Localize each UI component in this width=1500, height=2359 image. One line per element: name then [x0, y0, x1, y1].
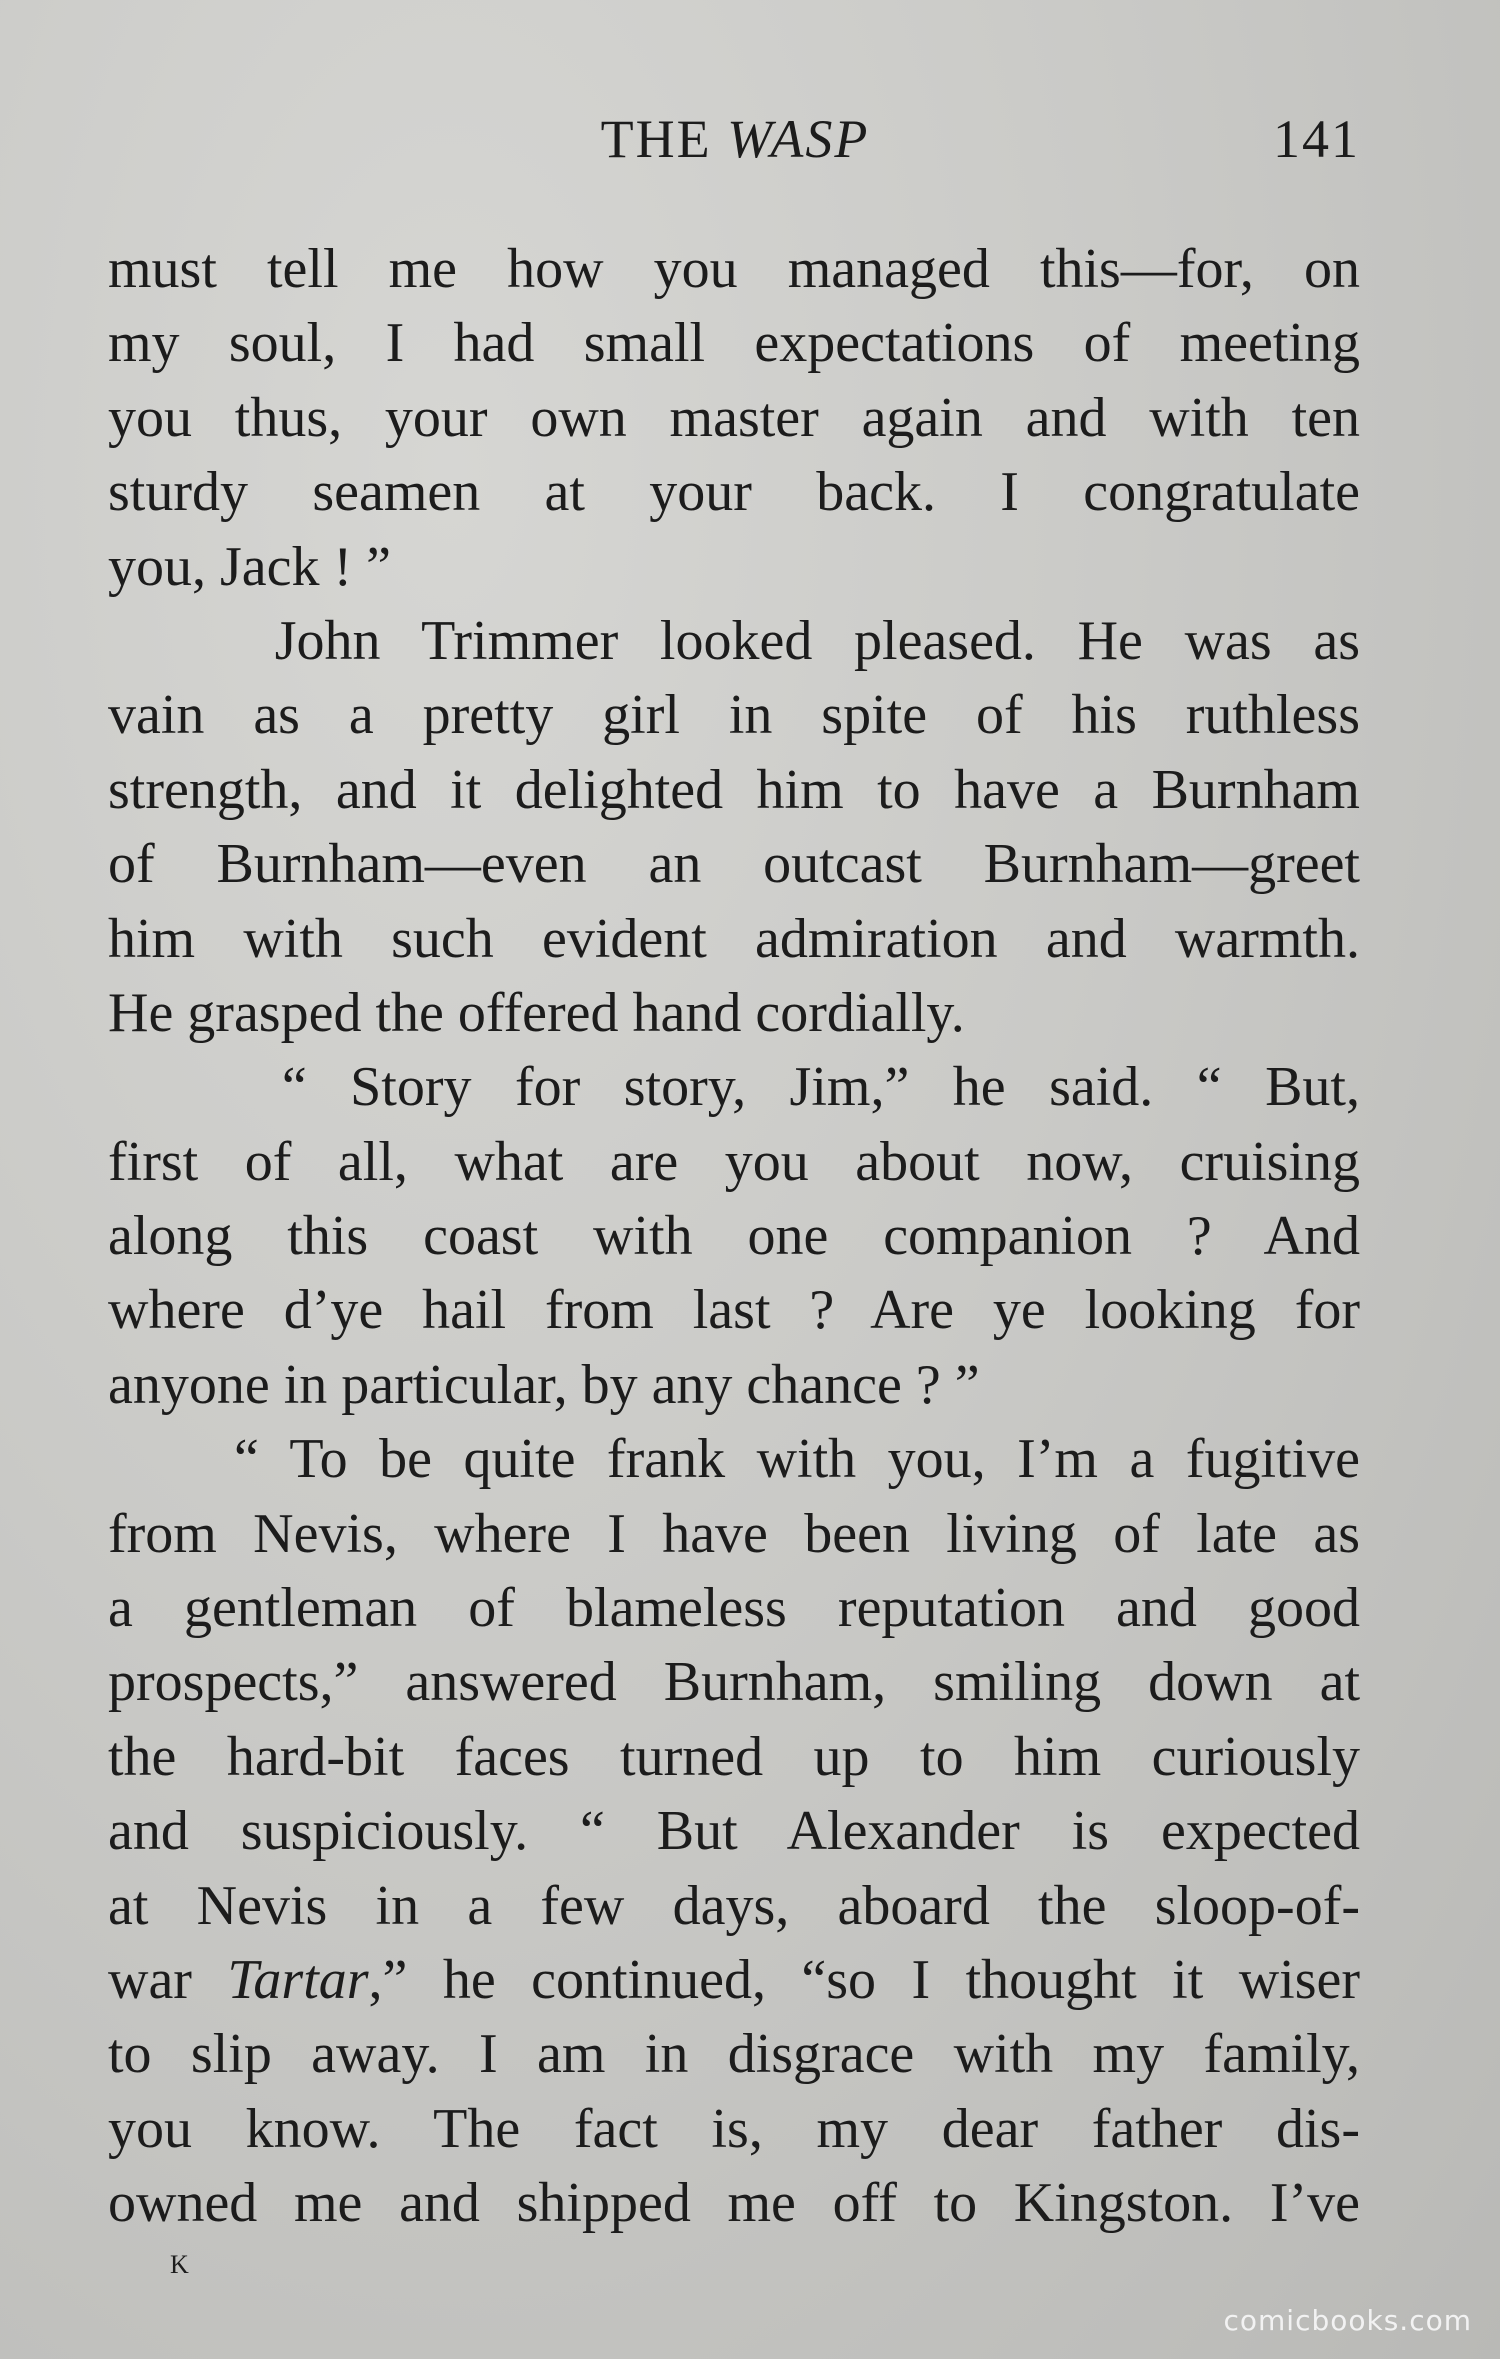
text-line: him with such evident admiration and warmth.: [108, 907, 1360, 970]
text-line: at Nevis in a few days, aboard the sloop-of-: [108, 1874, 1360, 1937]
body-text: [108, 232, 1360, 2241]
page-number: 141: [1273, 109, 1360, 169]
watermark: comicbooks.com: [1223, 2304, 1472, 2337]
text-line: from Nevis, where I have been living of late as: [108, 1502, 1360, 1565]
text-line: sturdy seamen at your back. I congratulate: [108, 461, 1360, 524]
text-line: anyone in particular, by any chance ? ”: [108, 1353, 980, 1416]
text-line: where d’ye hail from last ? Are ye looking for: [108, 1279, 1360, 1342]
running-head: [110, 108, 1360, 170]
text-line: must tell me how you managed this—for, on: [108, 238, 1360, 300]
running-head-italic: WASP: [727, 109, 870, 169]
text-line: to slip away. I am in disgrace with my family,: [108, 2023, 1360, 2086]
text-line: war Tartar,” he continued, “so I thought it wiser: [108, 1948, 1360, 2011]
text-line: strength, and it delighted him to have a Burnham: [108, 758, 1360, 821]
text-line: vain as a pretty girl in spite of his ruthless: [108, 684, 1360, 747]
text-line: and suspiciously. “ But Alexander is expected: [108, 1800, 1360, 1863]
text-line: He grasped the offered hand cordially.: [108, 981, 965, 1044]
text-line: of Burnham—even an outcast Burnham—greet: [108, 833, 1360, 896]
text-line: you know. The fact is, my dear father dis-: [108, 2097, 1360, 2160]
signature-mark: K: [170, 2250, 190, 2279]
text-line: first of all, what are you about now, cruising: [108, 1130, 1360, 1193]
running-head-prefix: THE: [600, 109, 712, 169]
text-line: you thus, your own master again and with ten: [108, 386, 1360, 449]
text-line: “ Story for story, Jim,” he said. “ But,: [108, 1056, 1360, 1119]
text-line: along this coast with one companion ? And: [108, 1205, 1360, 1268]
text-line: John Trimmer looked pleased. He was as: [108, 609, 1360, 672]
text-line: “ To be quite frank with you, I’m a fugitive: [108, 1428, 1360, 1491]
text-line: you, Jack ! ”: [108, 535, 392, 598]
text-line: my soul, I had small expectations of meeting: [108, 312, 1360, 375]
ship-name: Tartar: [227, 1948, 369, 2011]
text-line: owned me and shipped me off to Kingston. I’ve: [108, 2172, 1360, 2235]
text-line: a gentleman of blameless reputation and good: [108, 1577, 1360, 1640]
text-line: prospects,” answered Burnham, smiling down at: [108, 1651, 1360, 1714]
text-line: the hard-bit faces turned up to him curiously: [108, 1725, 1360, 1788]
page-header: [110, 108, 1360, 188]
